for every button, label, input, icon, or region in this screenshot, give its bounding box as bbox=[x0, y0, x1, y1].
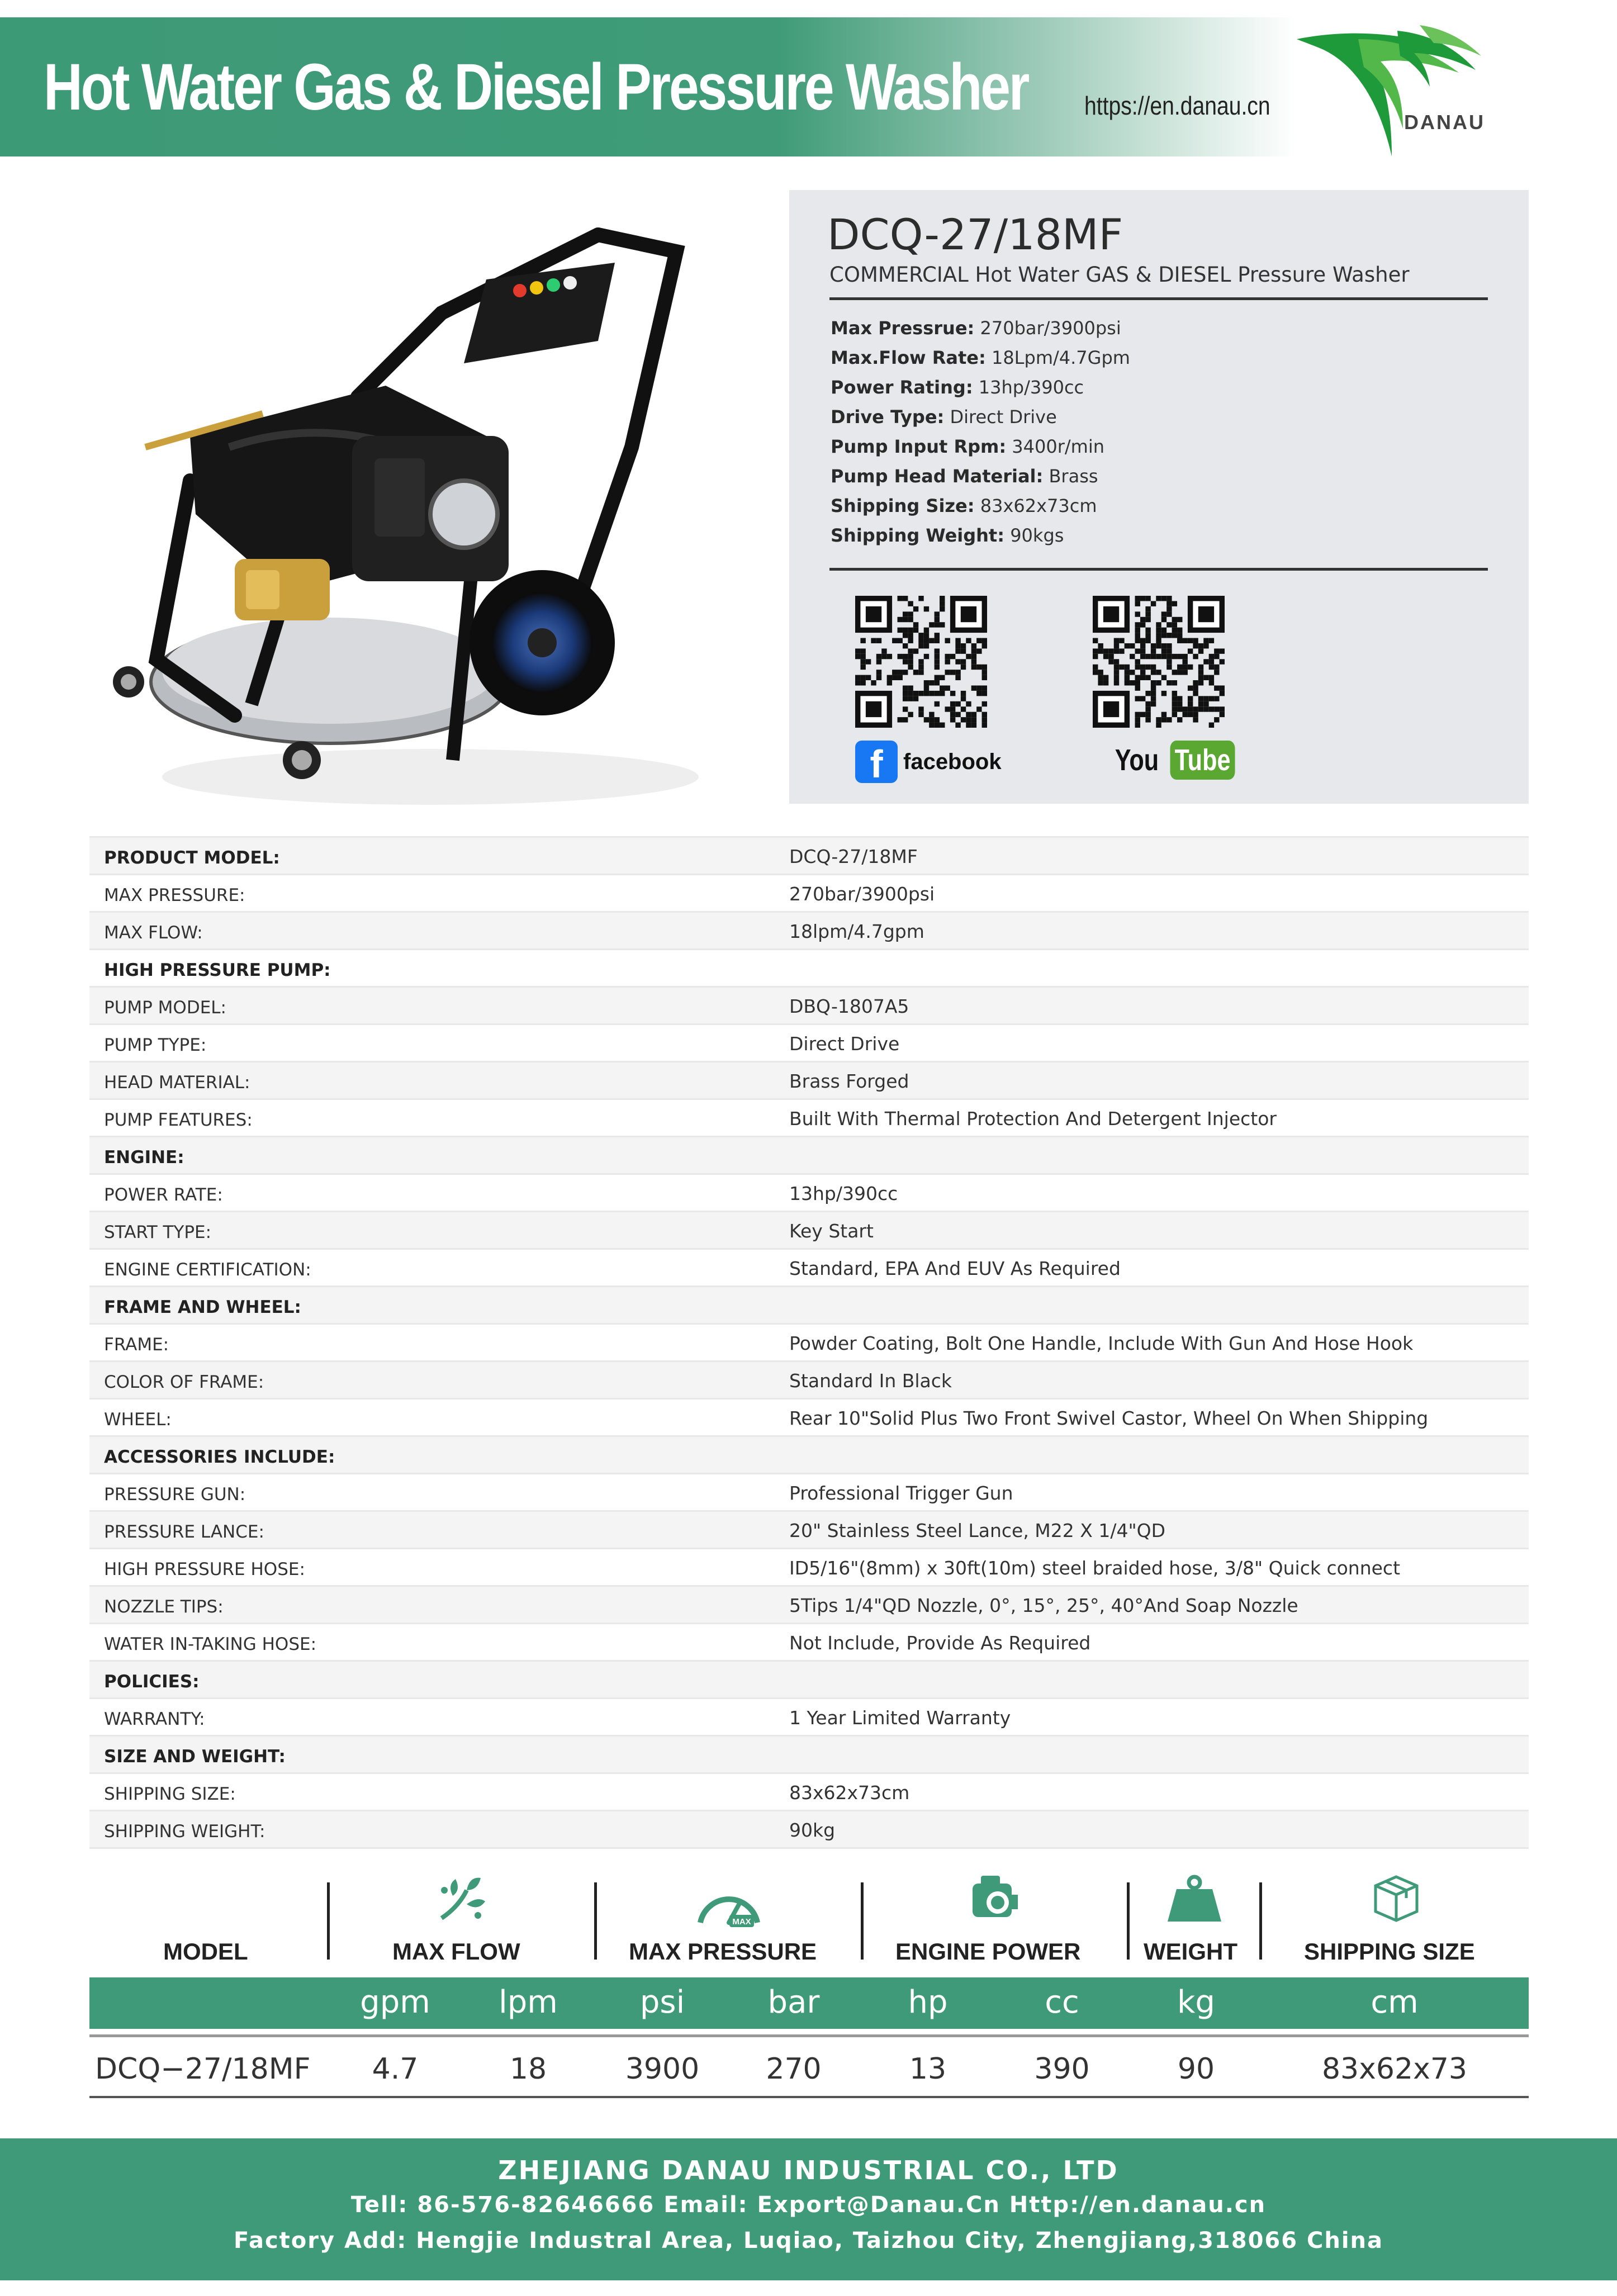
table-row bbox=[89, 1473, 1529, 1510]
table-row bbox=[89, 1697, 1529, 1735]
table-row-label: POWER RATE: bbox=[104, 1185, 223, 1205]
youtube-link[interactable] bbox=[1109, 741, 1243, 780]
summary-divider bbox=[1127, 1882, 1130, 1960]
spec-drive-type: Drive Type: Direct Drive bbox=[831, 406, 1057, 428]
brand-name: DANAU bbox=[1404, 111, 1485, 134]
summary-hp-value: 13 bbox=[909, 2052, 947, 2086]
table-row-label: SHIPPING WEIGHT: bbox=[104, 1821, 265, 1842]
info-divider bbox=[829, 297, 1488, 300]
table-row-value: Direct Drive bbox=[789, 1033, 900, 1055]
facebook-link[interactable] bbox=[855, 741, 1002, 786]
table-row-label: NOZZLE TIPS: bbox=[104, 1597, 224, 1617]
weight-icon bbox=[1165, 1875, 1224, 1923]
table-row-label: ACCESSORIES INCLUDE: bbox=[104, 1447, 335, 1467]
summary-cc-value: 390 bbox=[1034, 2052, 1090, 2086]
table-section-row bbox=[89, 948, 1529, 986]
pressure-gauge-icon bbox=[696, 1878, 762, 1929]
table-row-label: PRESSURE GUN: bbox=[104, 1484, 246, 1505]
page-title: Hot Water Gas & Diesel Pressure Washer bbox=[44, 50, 1028, 124]
facebook-label: facebook bbox=[903, 749, 1002, 774]
table-row bbox=[89, 1548, 1529, 1585]
box-icon bbox=[1372, 1873, 1420, 1924]
table-row-value: Built With Thermal Protection And Detergent Injector bbox=[789, 1108, 1277, 1130]
facebook-qr-code-icon[interactable] bbox=[855, 596, 987, 728]
summary-divider bbox=[327, 1882, 330, 1960]
table-row bbox=[89, 1510, 1529, 1548]
summary-header-weight: WEIGHT bbox=[1144, 1938, 1237, 1965]
table-row-label: ENGINE: bbox=[104, 1147, 184, 1168]
table-row bbox=[89, 911, 1529, 948]
unit-hp: hp bbox=[908, 1984, 948, 2020]
header-url-link[interactable]: https://en.danau.cn bbox=[1084, 91, 1270, 120]
table-row bbox=[89, 1098, 1529, 1136]
footer-company: ZHEJIANG DANAU INDUSTRIAL CO., LTD bbox=[498, 2155, 1119, 2185]
summary-rule bbox=[89, 2034, 1529, 2037]
table-row-value: Not Include, Provide As Required bbox=[789, 1632, 1091, 1654]
table-row-label: COLOR OF FRAME: bbox=[104, 1372, 264, 1392]
table-row bbox=[89, 1623, 1529, 1660]
table-row-label: PRESSURE LANCE: bbox=[104, 1522, 264, 1542]
table-row-value: Powder Coating, Bolt One Handle, Include With Gun And Hose Hook bbox=[789, 1332, 1414, 1354]
summary-kg-value: 90 bbox=[1177, 2052, 1215, 2086]
table-row-label: ENGINE CERTIFICATION: bbox=[104, 1260, 311, 1280]
table-row-label: HIGH PRESSURE HOSE: bbox=[104, 1559, 305, 1579]
table-row-label: PUMP FEATURES: bbox=[104, 1110, 253, 1130]
unit-psi: psi bbox=[639, 1984, 685, 2020]
summary-gpm-value: 4.7 bbox=[372, 2052, 419, 2086]
table-row-label: FRAME AND WHEEL: bbox=[104, 1297, 301, 1317]
table-row bbox=[89, 874, 1529, 911]
table-row bbox=[89, 1360, 1529, 1398]
spec-shipping-weight: Shipping Weight: 90kgs bbox=[831, 525, 1064, 546]
table-row-value: 20" Stainless Steel Lance, M22 X 1/4"QD bbox=[789, 1520, 1166, 1541]
table-section-row bbox=[89, 836, 1529, 874]
table-row-value: DBQ-1807A5 bbox=[789, 995, 909, 1017]
table-row bbox=[89, 1248, 1529, 1285]
info-divider bbox=[829, 568, 1488, 571]
table-end-rule bbox=[89, 1847, 1529, 1849]
spec-table bbox=[89, 836, 1529, 1849]
table-row-value: 5Tips 1/4"QD Nozzle, 0°, 15°, 25°, 40°And Soap Nozzle bbox=[789, 1595, 1298, 1616]
table-row-value: 1 Year Limited Warranty bbox=[789, 1707, 1011, 1729]
summary-header-shipping-size: SHIPPING SIZE bbox=[1304, 1938, 1475, 1965]
table-row-value: Professional Trigger Gun bbox=[789, 1482, 1013, 1504]
youtube-qr-code-icon[interactable] bbox=[1093, 596, 1225, 728]
table-row-value: ID5/16"(8mm) x 30ft(10m) steel braided hose, 3/8" Quick connect bbox=[789, 1557, 1401, 1579]
spec-shipping-size: Shipping Size: 83x62x73cm bbox=[831, 495, 1097, 516]
table-section-row bbox=[89, 1735, 1529, 1772]
table-section-row bbox=[89, 1136, 1529, 1173]
footer-contact[interactable]: Tell: 86-576-82646666 Email: Export@Danau.Cn Http://en.danau.cn bbox=[350, 2192, 1267, 2218]
facebook-icon: f bbox=[855, 741, 898, 783]
table-section-row bbox=[89, 1435, 1529, 1473]
summary-lpm-value: 18 bbox=[509, 2052, 547, 2086]
table-row-value: 18lpm/4.7gpm bbox=[789, 921, 924, 942]
summary-header-max-pressure: MAX PRESSURE bbox=[629, 1938, 817, 1965]
unit-lpm: lpm bbox=[499, 1984, 558, 2020]
table-row-label: SHIPPING SIZE: bbox=[104, 1784, 236, 1804]
table-row bbox=[89, 1810, 1529, 1847]
table-row bbox=[89, 1398, 1529, 1435]
table-row-label: MAX FLOW: bbox=[104, 923, 203, 943]
product-model-heading: DCQ-27/18MF bbox=[827, 210, 1123, 259]
table-row-label: FRAME: bbox=[104, 1335, 169, 1355]
table-row bbox=[89, 1772, 1529, 1810]
summary-divider bbox=[594, 1882, 597, 1960]
pressure-washer-image bbox=[95, 201, 760, 816]
table-row-label: WARRANTY: bbox=[104, 1709, 205, 1729]
spec-max-pressure: Max Pressrue: 270bar/3900psi bbox=[831, 317, 1121, 339]
product-subtitle: COMMERCIAL Hot Water GAS & DIESEL Pressure Washer bbox=[829, 263, 1410, 287]
table-row-value: 83x62x73cm bbox=[789, 1782, 910, 1804]
summary-divider bbox=[1259, 1882, 1262, 1960]
table-row-value: Rear 10"Solid Plus Two Front Swivel Castor, Wheel On When Shipping bbox=[789, 1407, 1429, 1429]
table-row-value: Key Start bbox=[789, 1220, 874, 1242]
table-row-label: SIZE AND WEIGHT: bbox=[104, 1747, 286, 1767]
table-row bbox=[89, 1061, 1529, 1098]
summary-header-engine-power: ENGINE POWER bbox=[895, 1938, 1081, 1965]
unit-kg: kg bbox=[1177, 1984, 1215, 2020]
table-row-label: WATER IN-TAKING HOSE: bbox=[104, 1634, 317, 1654]
table-section-row bbox=[89, 1660, 1529, 1697]
summary-model-value: DCQ−27/18MF bbox=[95, 2052, 311, 2086]
table-row bbox=[89, 1323, 1529, 1360]
unit-cc: cc bbox=[1045, 1984, 1079, 2020]
summary-header-model: MODEL bbox=[163, 1938, 248, 1965]
table-row-label: PUMP TYPE: bbox=[104, 1035, 207, 1055]
summary-rule bbox=[89, 2096, 1529, 2098]
table-row-label: START TYPE: bbox=[104, 1222, 212, 1242]
table-row bbox=[89, 1023, 1529, 1061]
table-row-label: PUMP MODEL: bbox=[104, 998, 226, 1018]
unit-bar: bar bbox=[767, 1984, 820, 2020]
summary-cm-value: 83x62x73 bbox=[1321, 2052, 1468, 2086]
table-row-value: Standard In Black bbox=[789, 1370, 952, 1392]
summary-psi-value: 3900 bbox=[625, 2052, 700, 2086]
summary-bar-value: 270 bbox=[766, 2052, 822, 2086]
table-row bbox=[89, 1173, 1529, 1211]
unit-gpm: gpm bbox=[360, 1984, 430, 2020]
table-row-value: 270bar/3900psi bbox=[789, 883, 935, 905]
summary-divider bbox=[861, 1882, 864, 1960]
table-row-label: MAX PRESSURE: bbox=[104, 885, 245, 905]
youtube-you-label: You bbox=[1115, 743, 1159, 777]
table-row-label: PRODUCT MODEL: bbox=[104, 848, 280, 868]
youtube-icon: Tube bbox=[1170, 741, 1235, 780]
table-row bbox=[89, 1211, 1529, 1248]
danau-logo-icon bbox=[1286, 17, 1504, 162]
unit-cm: cm bbox=[1371, 1984, 1419, 2020]
table-row-label: HIGH PRESSURE PUMP: bbox=[104, 960, 331, 980]
table-section-row bbox=[89, 1285, 1529, 1323]
spec-power-rating: Power Rating: 13hp/390cc bbox=[831, 377, 1084, 398]
table-row-value: Standard, EPA And EUV As Required bbox=[789, 1258, 1121, 1279]
table-row bbox=[89, 986, 1529, 1023]
footer-address: Factory Add: Hengjie Industral Area, Luqiao, Taizhou City, Zhengjiang,318066 China bbox=[233, 2228, 1384, 2254]
table-row-label: HEAD MATERIAL: bbox=[104, 1073, 250, 1093]
spec-pump-head: Pump Head Material: Brass bbox=[831, 466, 1098, 487]
table-row-value: 90kg bbox=[789, 1819, 836, 1841]
table-row-value: DCQ-27/18MF bbox=[789, 846, 918, 867]
engine-icon bbox=[970, 1872, 1020, 1924]
spec-pump-rpm: Pump Input Rpm: 3400r/min bbox=[831, 436, 1105, 457]
summary-header-max-flow: MAX FLOW bbox=[392, 1938, 520, 1965]
gauge-max-label: MAX bbox=[732, 1917, 751, 1927]
table-row-value: 13hp/390cc bbox=[789, 1183, 898, 1204]
table-row-label: WHEEL: bbox=[104, 1410, 172, 1430]
table-row-value: Brass Forged bbox=[789, 1070, 909, 1092]
table-row-label: POLICIES: bbox=[104, 1672, 200, 1692]
water-splash-icon bbox=[436, 1873, 487, 1923]
table-row bbox=[89, 1585, 1529, 1623]
spec-max-flow: Max.Flow Rate: 18Lpm/4.7Gpm bbox=[831, 347, 1130, 368]
